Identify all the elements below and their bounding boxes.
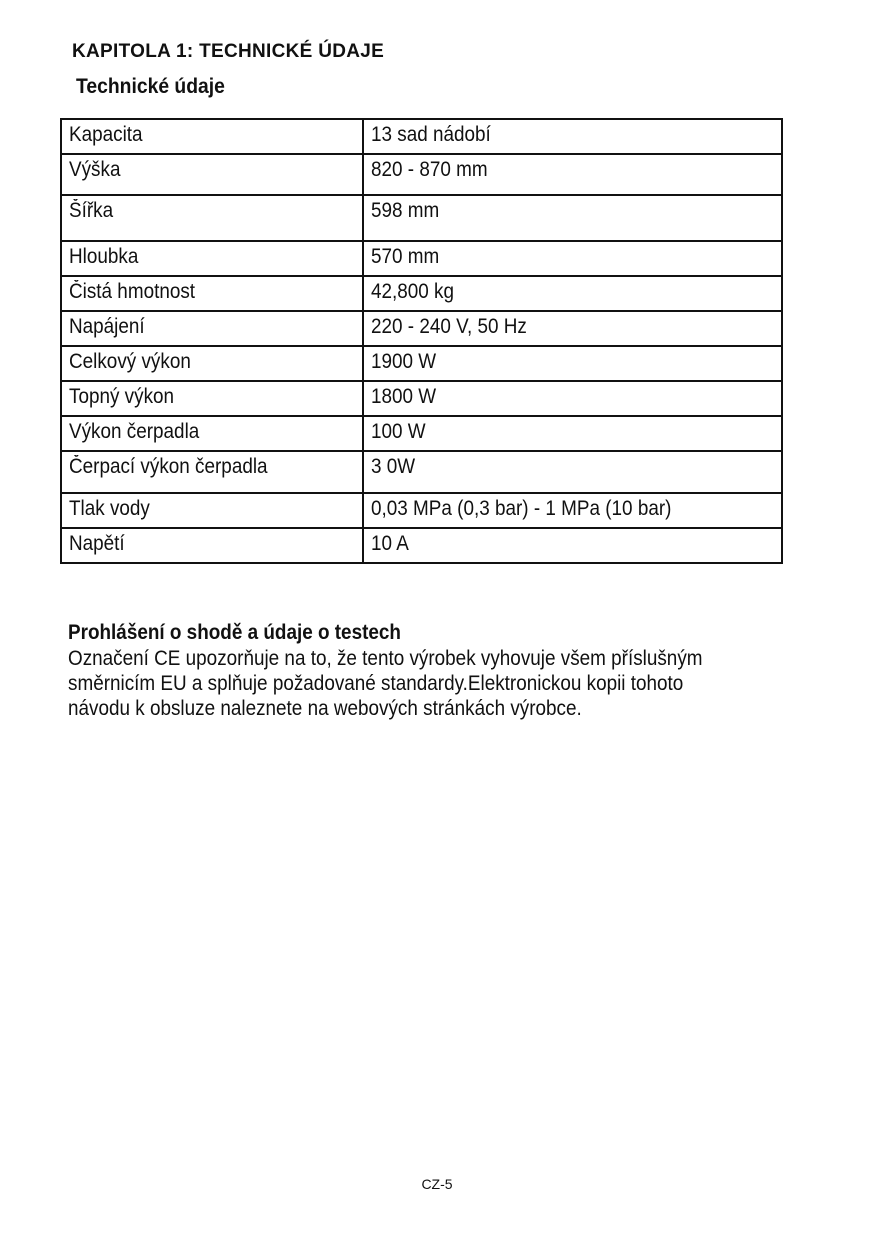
- spec-value: 13 sad nádobí: [371, 123, 491, 146]
- spec-label: Kapacita: [69, 123, 143, 146]
- spec-label-cell: [61, 451, 363, 493]
- spec-label: Šířka: [69, 199, 114, 222]
- table-row: [61, 276, 782, 311]
- spec-label-cell: [61, 416, 363, 451]
- spec-label-cell: [61, 154, 363, 195]
- spec-table: [60, 118, 783, 564]
- spec-value-cell: [363, 195, 782, 241]
- spec-label: Čerpací výkon čerpadla: [69, 455, 268, 478]
- spec-value-cell: [363, 381, 782, 416]
- declaration-line: návodu k obsluze naleznete na webových stránkách výrobce.: [68, 697, 582, 720]
- declaration-section: [68, 620, 808, 721]
- chapter-title: KAPITOLA 1: TECHNICKÉ ÚDAJE: [72, 41, 385, 62]
- table-row: [61, 241, 782, 276]
- spec-label: Čistá hmotnost: [69, 280, 196, 303]
- table-row: [61, 195, 782, 241]
- spec-value-cell: [363, 241, 782, 276]
- spec-value: 570 mm: [371, 245, 440, 268]
- spec-label: Napětí: [69, 532, 125, 555]
- spec-label-cell: [61, 119, 363, 154]
- spec-label-cell: [61, 276, 363, 311]
- declaration-line: Označení CE upozorňuje na to, že tento výrobek vyhovuje všem příslušným: [68, 647, 703, 670]
- spec-label-cell: [61, 346, 363, 381]
- declaration-line: směrnicím EU a splňuje požadované standardy.Elektronickou kopii tohoto: [68, 672, 684, 695]
- spec-label-cell: [61, 528, 363, 563]
- table-row: [61, 381, 782, 416]
- spec-value-cell: [363, 451, 782, 493]
- table-row: [61, 451, 782, 493]
- spec-value: 10 A: [371, 532, 409, 555]
- spec-value-cell: [363, 276, 782, 311]
- spec-value: 598 mm: [371, 199, 440, 222]
- spec-value: 100 W: [371, 420, 426, 443]
- spec-label: Tlak vody: [69, 497, 150, 520]
- declaration-text: [68, 646, 779, 721]
- section-title: Technické údaje: [76, 75, 225, 98]
- table-row: [61, 346, 782, 381]
- spec-label: Výška: [69, 158, 121, 181]
- spec-label: Výkon čerpadla: [69, 420, 200, 443]
- spec-label-cell: [61, 381, 363, 416]
- spec-label-cell: [61, 241, 363, 276]
- declaration-title: Prohlášení o shodě a údaje o testech: [68, 621, 401, 644]
- spec-value-cell: [363, 416, 782, 451]
- spec-value: 820 - 870 mm: [371, 158, 488, 181]
- spec-value-cell: [363, 154, 782, 195]
- spec-label: Celkový výkon: [69, 350, 191, 373]
- table-row: [61, 154, 782, 195]
- spec-value-cell: [363, 528, 782, 563]
- spec-value-cell: [363, 493, 782, 528]
- table-row: [61, 493, 782, 528]
- spec-label-cell: [61, 493, 363, 528]
- table-row: [61, 119, 782, 154]
- spec-value: 1800 W: [371, 385, 437, 408]
- spec-value-cell: [363, 346, 782, 381]
- spec-value: 3 0W: [371, 455, 416, 478]
- page-number: CZ-5: [421, 1176, 453, 1192]
- spec-value-cell: [363, 311, 782, 346]
- spec-value: 0,03 MPa (0,3 bar) - 1 MPa (10 bar): [371, 497, 672, 520]
- spec-label: Hloubka: [69, 245, 139, 268]
- spec-value: 1900 W: [371, 350, 437, 373]
- table-row: [61, 416, 782, 451]
- spec-label: Topný výkon: [69, 385, 175, 408]
- spec-label: Napájení: [69, 315, 145, 338]
- spec-label-cell: [61, 311, 363, 346]
- spec-value: 220 - 240 V, 50 Hz: [371, 315, 527, 338]
- spec-value: 42,800 kg: [371, 280, 455, 303]
- spec-label-cell: [61, 195, 363, 241]
- spec-value-cell: [363, 119, 782, 154]
- table-row: [61, 311, 782, 346]
- table-row: [61, 528, 782, 563]
